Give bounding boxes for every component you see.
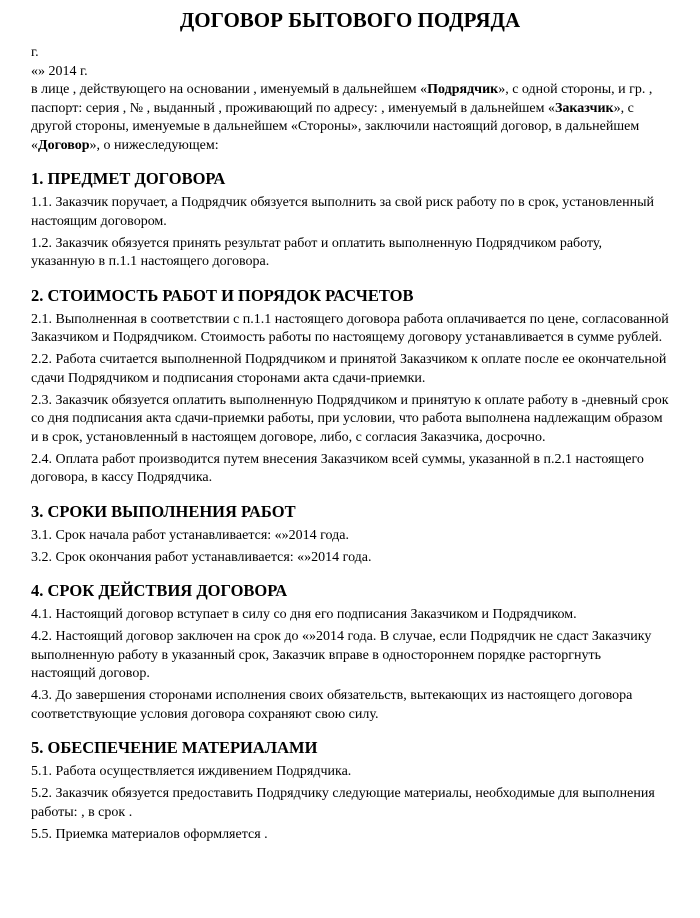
section-4-contract-duration: [31, 580, 669, 724]
intro-text: в лице , действующего на основании , именуемый в дальнейшем «: [31, 82, 428, 97]
clause-2-4: 2.4. Оплата работ производится путем внесения Заказчиком всей суммы, указанной в п.2.1 настоящего договора, в кассу Подрядчика.: [31, 451, 644, 485]
intro-text: », с одной стороны, и гр. , паспорт: серия , № , выданный , проживающий по адресу: , именуемый в дальнейшем «: [31, 82, 653, 116]
intro-paragraph: [31, 81, 669, 155]
party-name-contractor: Подрядчик: [427, 82, 499, 97]
city-line: г.: [31, 45, 39, 60]
clause-5-5: 5.5. Приемка материалов оформляется .: [31, 826, 268, 842]
document-header: [31, 44, 669, 155]
party-name-customer: Заказчик: [555, 100, 614, 116]
clause-1-1: 1.1. Заказчик поручает, а Подрядчик обязуется выполнить за свой риск работу по в срок, установленный настоящим договором.: [31, 195, 655, 229]
document-title: ДОГОВОР БЫТОВОГО ПОДРЯДА: [179, 8, 521, 32]
clause-4-2: 4.2. Настоящий договор заключен на срок до «»2014 года. В случае, если Подрядчик не сдаст Заказчику выполненную работу в указанный срок, Заказчик вправе в одностороннем порядке расторгнуть настоящий договор.: [31, 629, 652, 681]
clause-2-1: 2.1. Выполненная в соответствии с п.1.1 настоящего договора работа оплачивается по цене, согласованной Заказчиком и Подрядчиком. Стоимость работы по настоящему договору устанавливается в сумме рублей.: [31, 311, 669, 345]
clause-4-1: 4.1. Настоящий договор вступает в силу со дня его подписания Заказчиком и Подрядчиком.: [31, 607, 577, 622]
clause-3-2: 3.2. Срок окончания работ устанавливается: «»2014 года.: [31, 549, 372, 565]
intro-text: », о нижеследующем:: [89, 137, 219, 153]
date-line: «» 2014 г.: [31, 63, 88, 79]
clause-1-2: 1.2. Заказчик обязуется принять результат работ и оплатить выполненную Подрядчиком работу, указанную в п.1.1 настоящего договора.: [31, 235, 603, 269]
section-2-heading: 2. СТОИМОСТЬ РАБОТ И ПОРЯДОК РАСЧЕТОВ: [31, 285, 414, 305]
clause-2-3: 2.3. Заказчик обязуется оплатить выполненную Подрядчиком и принятую к оплате работу в -дневный срок со дня подписания акта сдачи-приемки работы, при условии, что работа выполнена надлежащим образом и в срок, установленный в настоящем договоре, либо, с согласия Заказчика, досрочно.: [31, 392, 669, 445]
clause-3-1: 3.1. Срок начала работ устанавливается: «»2014 года.: [31, 527, 349, 543]
section-4-heading: 4. СРОК ДЕЙСТВИЯ ДОГОВОРА: [31, 581, 288, 600]
clause-5-1: 5.1. Работа осуществляется иждивением Подрядчика.: [31, 764, 352, 779]
section-5-heading: 5. ОБЕСПЕЧЕНИЕ МАТЕРИАЛАМИ: [31, 738, 318, 757]
section-3-heading: 3. СРОКИ ВЫПОЛНЕНИЯ РАБОТ: [31, 501, 296, 521]
clause-5-2: 5.2. Заказчик обязуется предоставить Подрядчику следующие материалы, необходимые для выполнения работы: , в срок .: [31, 786, 655, 820]
intro-text: », с другой стороны, именуемые в дальнейшем «Стороны», заключили настоящий договор, в дальнейшем «: [31, 100, 640, 153]
clause-4-3: 4.3. До завершения сторонами исполнения своих обязательств, вытекающих из настоящего договора соответствующие условия договора сохраняют свою силу.: [31, 688, 633, 722]
contract-name: Договор: [38, 137, 90, 153]
section-1-heading: 1. ПРЕДМЕТ ДОГОВОРА: [31, 169, 226, 188]
section-1-subject: [31, 168, 669, 272]
section-3-work-terms: [31, 501, 669, 568]
clause-2-2: 2.2. Работа считается выполненной Подрядчиком и принятой Заказчиком к оплате после ее окончательной сдачи Подрядчиком и подписания сторонами акта сдачи-приемки.: [31, 352, 667, 386]
section-5-materials: [31, 737, 669, 844]
section-2-cost-and-payment: [31, 285, 669, 488]
